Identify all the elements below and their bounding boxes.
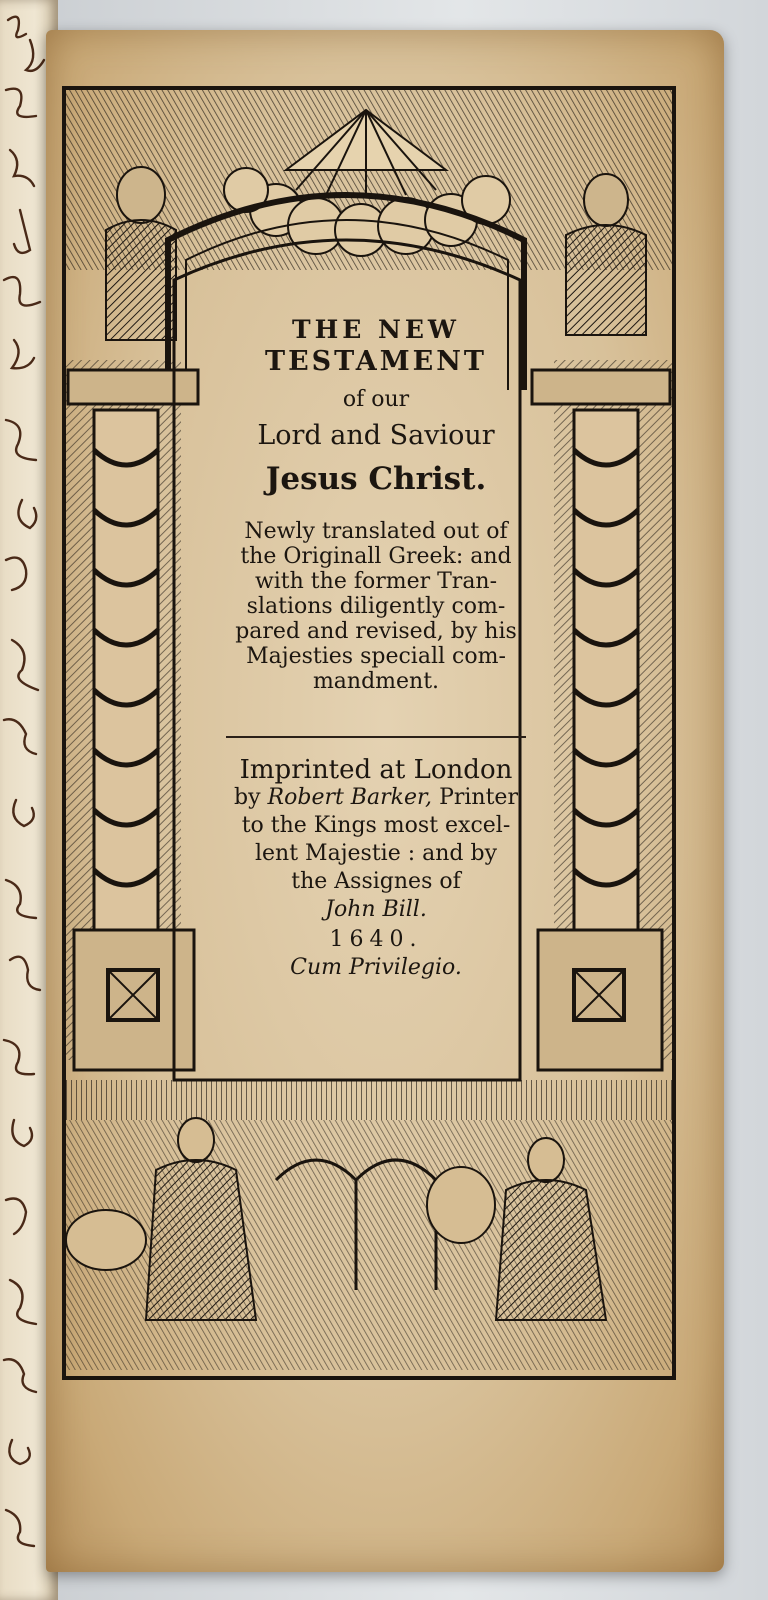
paragraph-line: mandment.	[312, 669, 440, 694]
title-page	[46, 30, 724, 1572]
paragraph-line: the Originall Greek: and	[240, 544, 512, 569]
title-line-the-new: THE NEW	[292, 315, 460, 344]
publication-year: 1640.	[329, 927, 423, 952]
imprint-line: to the Kings most excel-	[241, 813, 511, 838]
paragraph-line: Majesties speciall com-	[246, 644, 506, 669]
paragraph-line: pared and revised, by his	[235, 619, 517, 644]
left-column	[66, 360, 198, 1070]
imprint-block	[180, 756, 572, 982]
title-text-panel	[180, 245, 572, 1080]
divider-rule	[226, 736, 526, 738]
printer-name: Robert Barker,	[267, 785, 433, 810]
paragraph-line: Newly translated out of	[244, 519, 508, 544]
imprint-line: lent Majestie : and by	[255, 841, 497, 866]
title-line-testament: TESTAMENT	[265, 346, 487, 377]
imprint-line: Imprinted at London	[239, 755, 513, 785]
imprint-line	[180, 784, 572, 812]
translation-paragraph	[188, 519, 564, 694]
title-line-jesus-christ: Jesus Christ.	[265, 461, 487, 497]
paragraph-line: slations diligently com-	[246, 594, 506, 619]
imprint-by: by	[234, 785, 261, 810]
title-line-of-our: of our	[342, 387, 410, 412]
paragraph-line: with the former Tran-	[254, 569, 498, 594]
privilege-line: Cum Privilegio.	[290, 955, 462, 980]
bottom-evangelists-scene	[66, 1080, 672, 1370]
assignee-name: John Bill.	[325, 897, 427, 922]
title-line-lord-saviour: Lord and Saviour	[257, 420, 495, 451]
imprint-line: the Assignes of	[291, 869, 461, 894]
imprint-printer-word: Printer	[439, 785, 518, 810]
